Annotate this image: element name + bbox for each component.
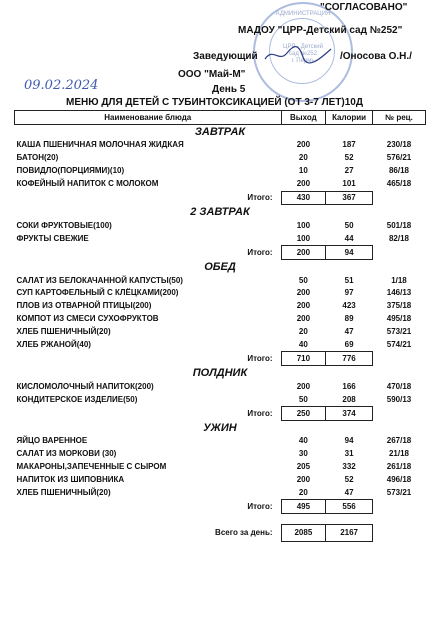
dish-recipe-number: 590/13 bbox=[386, 394, 412, 404]
grand-total-empty bbox=[372, 525, 425, 542]
dish-recipe-number: 576/21 bbox=[386, 153, 412, 163]
dish-name: ПЛОВ ИЗ ОТВАРНОЙ ПТИЦЫ(200) bbox=[16, 301, 152, 311]
spacer-cell bbox=[15, 514, 426, 525]
total-row bbox=[15, 352, 426, 366]
dish-name: КОМПОТ ИЗ СМЕСИ СУХОФРУКТОВ bbox=[16, 314, 159, 324]
meal-heading-row bbox=[15, 260, 426, 275]
dish-recipe-number: 574/21 bbox=[386, 340, 412, 350]
dish-recipe-number: 495/18 bbox=[386, 314, 412, 324]
table-row bbox=[15, 300, 426, 313]
dish-name: КОФЕЙНЫЙ НАПИТОК С МОЛОКОМ bbox=[16, 179, 159, 189]
total-row bbox=[15, 191, 426, 205]
dish-recipe-number: 496/18 bbox=[386, 475, 412, 485]
dish-recipe-number: 146/13 bbox=[386, 288, 412, 298]
table-row bbox=[15, 326, 426, 339]
dish-output: 200 bbox=[296, 179, 311, 189]
total-output: 710 bbox=[281, 352, 326, 366]
dish-name: СОКИ ФРУКТОВЫЕ(100) bbox=[16, 220, 112, 230]
dish-recipe-number: 375/18 bbox=[386, 301, 412, 311]
approval-signer: /Оносова О.Н./ bbox=[340, 51, 412, 62]
dish-name: КИСЛОМОЛОЧНЫЙ НАПИТОК(200) bbox=[16, 381, 154, 391]
dish-output: 50 bbox=[298, 275, 308, 285]
dish-recipe-number: 465/18 bbox=[386, 179, 412, 189]
dish-recipe-number: 1/18 bbox=[391, 275, 407, 285]
menu-title: МЕНЮ ДЛЯ ДЕТЕЙ С ТУБИНТОКСИКАЦИЕЙ (ОТ 3-7 ЛЕТ)10Д bbox=[66, 97, 363, 108]
company-name: ООО "Май-М" bbox=[178, 69, 246, 80]
dish-calories: 89 bbox=[344, 314, 354, 324]
meal-heading-row bbox=[15, 366, 426, 381]
dish-name: ХЛЕБ ПШЕНИЧНЫЙ(20) bbox=[16, 327, 111, 337]
day-label: День 5 bbox=[212, 84, 246, 95]
table-row bbox=[15, 287, 426, 300]
grand-total-calories: 2167 bbox=[326, 525, 373, 542]
dish-calories: 101 bbox=[342, 179, 356, 189]
total-label: Итого: bbox=[247, 501, 273, 511]
round-stamp: АДМИНИСТРАЦИЯ ЦРР - Детский сад №252 г. Пермь bbox=[253, 2, 353, 102]
table-row bbox=[15, 487, 426, 500]
dish-output: 30 bbox=[298, 449, 308, 459]
dish-calories: 97 bbox=[344, 288, 354, 298]
total-calories: 94 bbox=[326, 246, 373, 260]
dish-output: 200 bbox=[296, 314, 311, 324]
dish-output: 20 bbox=[298, 327, 308, 337]
signature bbox=[263, 43, 333, 65]
dish-name: ХЛЕБ ПШЕНИЧНЫЙ(20) bbox=[16, 488, 111, 498]
table-row bbox=[15, 461, 426, 474]
column-header-recipe: № рец. bbox=[372, 111, 425, 125]
dish-recipe-number: 261/18 bbox=[386, 462, 412, 472]
table-row bbox=[15, 435, 426, 448]
dish-output: 100 bbox=[296, 220, 311, 230]
dish-recipe-number: 230/18 bbox=[386, 140, 412, 150]
dish-calories: 27 bbox=[344, 166, 354, 176]
meal-heading-breakfast: ЗАВТРАК bbox=[194, 126, 246, 138]
total-row bbox=[15, 246, 426, 260]
dish-output: 200 bbox=[296, 140, 311, 150]
dish-output: 200 bbox=[296, 301, 311, 311]
dish-output: 205 bbox=[296, 462, 311, 472]
dish-recipe-number: 501/18 bbox=[386, 220, 412, 230]
total-output: 495 bbox=[281, 500, 326, 514]
approval-position: Заведующий bbox=[193, 51, 258, 62]
total-label: Итого: bbox=[247, 247, 273, 257]
table-row bbox=[15, 380, 426, 393]
dish-calories: 187 bbox=[342, 140, 356, 150]
dish-name: МАКАРОНЫ,ЗАПЕЧЕННЫЕ С СЫРОМ bbox=[16, 462, 167, 472]
meal-heading-row bbox=[15, 421, 426, 436]
dish-recipe-number: 573/21 bbox=[386, 327, 412, 337]
menu-table bbox=[14, 110, 426, 542]
total-label: Итого: bbox=[247, 408, 273, 418]
total-calories: 556 bbox=[326, 500, 373, 514]
dish-calories: 69 bbox=[344, 340, 354, 350]
dish-name: ХЛЕБ РЖАНОЙ(40) bbox=[16, 340, 91, 350]
dish-output: 200 bbox=[296, 475, 311, 485]
table-row bbox=[15, 152, 426, 165]
dish-calories: 52 bbox=[344, 153, 354, 163]
grand-total-label: Всего за день: bbox=[215, 528, 273, 538]
table-row bbox=[15, 165, 426, 178]
dish-recipe-number: 82/18 bbox=[388, 234, 409, 244]
total-calories: 776 bbox=[326, 352, 373, 366]
table-row bbox=[15, 219, 426, 232]
dish-recipe-number: 573/21 bbox=[386, 488, 412, 498]
dish-output: 50 bbox=[298, 394, 308, 404]
table-row bbox=[15, 313, 426, 326]
dish-output: 200 bbox=[296, 381, 311, 391]
dish-name: САЛАТ ИЗ МОРКОВИ (30) bbox=[16, 449, 117, 459]
dish-calories: 423 bbox=[342, 301, 356, 311]
total-row bbox=[15, 407, 426, 421]
total-output: 430 bbox=[281, 191, 326, 205]
dish-name: КОНДИТЕРСКОЕ ИЗДЕЛИЕ(50) bbox=[16, 394, 138, 404]
dish-name: ЯЙЦО ВАРЕННОЕ bbox=[16, 436, 88, 446]
dish-output: 10 bbox=[298, 166, 308, 176]
dish-name: ФРУКТЫ СВЕЖИЕ bbox=[16, 234, 89, 244]
table-row bbox=[15, 339, 426, 352]
table-row bbox=[15, 474, 426, 487]
dish-calories: 51 bbox=[344, 275, 354, 285]
table-row bbox=[15, 274, 426, 287]
dish-output: 100 bbox=[296, 233, 311, 243]
dish-recipe-number: 21/18 bbox=[388, 449, 409, 459]
dish-recipe-number: 470/18 bbox=[386, 381, 412, 391]
column-header-output: Выход bbox=[281, 111, 326, 125]
total-empty bbox=[372, 352, 425, 366]
dish-output: 40 bbox=[298, 340, 308, 350]
dish-output: 20 bbox=[298, 153, 308, 163]
total-calories: 367 bbox=[326, 191, 373, 205]
dish-calories: 52 bbox=[344, 475, 354, 485]
dish-name: БАТОН(20) bbox=[16, 153, 59, 163]
approval-org: МАДОУ "ЦРР-Детский сад №252" bbox=[238, 25, 403, 36]
total-empty bbox=[372, 500, 425, 514]
dish-output: 200 bbox=[296, 288, 311, 298]
table-row bbox=[15, 232, 426, 245]
dish-output: 40 bbox=[298, 436, 308, 446]
dish-calories: 166 bbox=[342, 381, 356, 391]
dish-name: ПОВИДЛО(ПОРЦИЯМИ)(10) bbox=[16, 166, 125, 176]
total-empty bbox=[372, 191, 425, 205]
approval-title: "СОГЛАСОВАНО" bbox=[320, 2, 408, 13]
table-header bbox=[15, 111, 426, 125]
dish-calories: 94 bbox=[344, 436, 354, 446]
total-label: Итого: bbox=[247, 353, 273, 363]
dish-calories: 47 bbox=[344, 327, 354, 337]
dish-name: СУП КАРТОФЕЛЬНЫЙ С КЛЁЦКАМИ(200) bbox=[16, 288, 179, 298]
dish-calories: 332 bbox=[342, 462, 356, 472]
dish-name: НАПИТОК ИЗ ШИПОВНИКА bbox=[16, 475, 125, 485]
table-row bbox=[15, 393, 426, 406]
total-calories: 374 bbox=[326, 407, 373, 421]
meal-heading-dinner: УЖИН bbox=[203, 422, 237, 435]
dish-calories: 47 bbox=[344, 488, 354, 498]
dish-calories: 208 bbox=[342, 394, 356, 404]
meal-heading-lunch: ОБЕД bbox=[204, 261, 236, 274]
dish-name: КАША ПШЕНИЧНАЯ МОЛОЧНАЯ ЖИДКАЯ bbox=[16, 140, 184, 150]
dish-calories: 44 bbox=[344, 233, 354, 243]
grand-total-row bbox=[15, 525, 426, 542]
table-row bbox=[15, 139, 426, 152]
column-header-name: Наименование блюда bbox=[15, 111, 282, 125]
dish-name: САЛАТ ИЗ БЕЛОКАЧАННОЙ КАПУСТЫ(50) bbox=[16, 275, 183, 285]
dish-calories: 31 bbox=[344, 449, 354, 459]
dish-calories: 50 bbox=[344, 220, 354, 230]
total-row bbox=[15, 500, 426, 514]
total-output: 200 bbox=[281, 246, 326, 260]
meal-heading-snack: ПОЛДНИК bbox=[192, 367, 248, 380]
table-row bbox=[15, 178, 426, 191]
grand-total-output: 2085 bbox=[281, 525, 326, 542]
meal-heading-breakfast2: 2 ЗАВТРАК bbox=[190, 206, 250, 219]
table-row bbox=[15, 448, 426, 461]
total-empty bbox=[372, 407, 425, 421]
total-empty bbox=[372, 246, 425, 260]
dish-recipe-number: 267/18 bbox=[386, 436, 412, 446]
total-label: Итого: bbox=[247, 193, 273, 202]
meal-heading-row bbox=[15, 125, 426, 140]
dish-recipe-number: 86/18 bbox=[388, 166, 409, 176]
spacer-row bbox=[15, 514, 426, 525]
meal-heading-row bbox=[15, 205, 426, 220]
handwritten-date: 09.02.2024 bbox=[24, 78, 99, 93]
total-output: 250 bbox=[281, 407, 326, 421]
dish-output: 20 bbox=[298, 488, 308, 498]
column-header-calories: Калории bbox=[326, 111, 373, 125]
